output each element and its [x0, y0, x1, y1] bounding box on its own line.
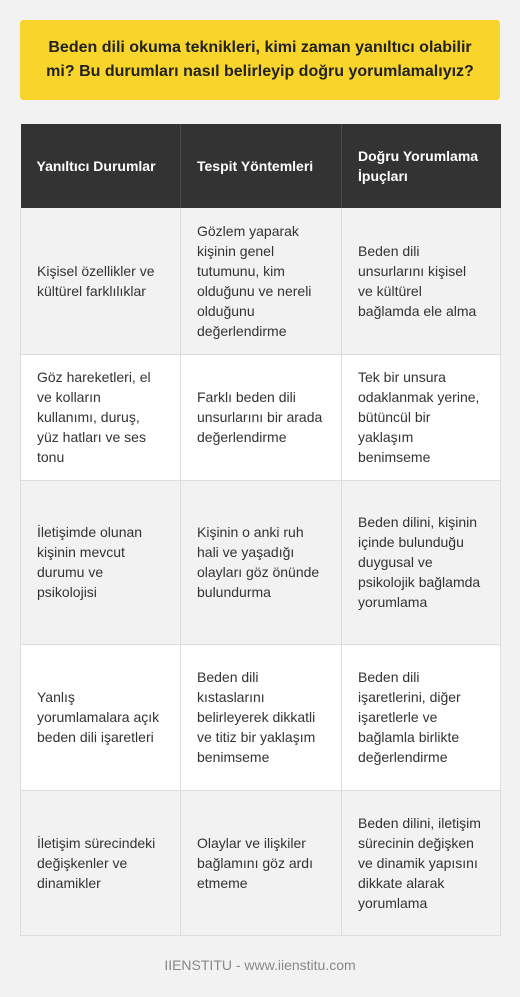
- column-header-detection-methods: Tespit Yöntemleri: [181, 124, 342, 208]
- table-row: [21, 480, 501, 644]
- table-row: [21, 644, 501, 790]
- table-cell: Yanlış yorumlamalara açık beden dili işaretleri: [21, 644, 181, 790]
- table-cell: Beden dilini, kişinin içinde bulunduğu duygusal ve psikolojik bağlamda yorumlama: [342, 480, 501, 644]
- table-cell: Olaylar ve ilişkiler bağlamını göz ardı etmeme: [181, 790, 342, 935]
- table-cell: Göz hareketleri, el ve kolların kullanımı, duruş, yüz hatları ve ses tonu: [21, 354, 181, 480]
- table-cell: Beden dilini, iletişim sürecinin değişken ve dinamik yapısını dikkate alarak yorumlama: [342, 790, 501, 935]
- column-header-interpretation-tips: Doğru Yorumlama İpuçları: [342, 124, 501, 208]
- page-title: Beden dili okuma teknikleri, kimi zaman yanıltıcı olabilir mi? Bu durumları nasıl belirleyip doğru yorumlamalıyız?: [46, 39, 474, 80]
- table-cell: Tek bir unsura odaklanmak yerine, bütüncül bir yaklaşım benimseme: [342, 354, 501, 480]
- table-cell: Beden dili unsurlarını kişisel ve kültürel bağlamda ele alma: [342, 208, 501, 354]
- table-cell: Beden dili işaretlerini, diğer işaretlerle ve bağlamla birlikte değerlendirme: [342, 644, 501, 790]
- table-cell: Kişisel özellikler ve kültürel farklılıklar: [21, 208, 181, 354]
- table-cell: İletişim sürecindeki değişkenler ve dinamikler: [21, 790, 181, 935]
- column-header-misleading-situations: Yanıltıcı Durumlar: [21, 124, 181, 208]
- comparison-table: [20, 124, 501, 936]
- table-header-row: [21, 124, 501, 208]
- table-cell: Kişinin o anki ruh hali ve yaşadığı olayları göz önünde bulundurma: [181, 480, 342, 644]
- footer-credit: IIENSTITU - www.iienstitu.com: [164, 957, 356, 973]
- table-row: [21, 790, 501, 935]
- table-cell: Gözlem yaparak kişinin genel tutumunu, kim olduğunu ve nereli olduğunu değerlendirme: [181, 208, 342, 354]
- table-row: [21, 208, 501, 354]
- table-cell: Beden dili kıstaslarını belirleyerek dikkatli ve titiz bir yaklaşım benimseme: [181, 644, 342, 790]
- table-row: [21, 354, 501, 480]
- table-cell: İletişimde olunan kişinin mevcut durumu ve psikolojisi: [21, 480, 181, 644]
- table-cell: Farklı beden dili unsurlarını bir arada değerlendirme: [181, 354, 342, 480]
- title-banner: [20, 20, 500, 100]
